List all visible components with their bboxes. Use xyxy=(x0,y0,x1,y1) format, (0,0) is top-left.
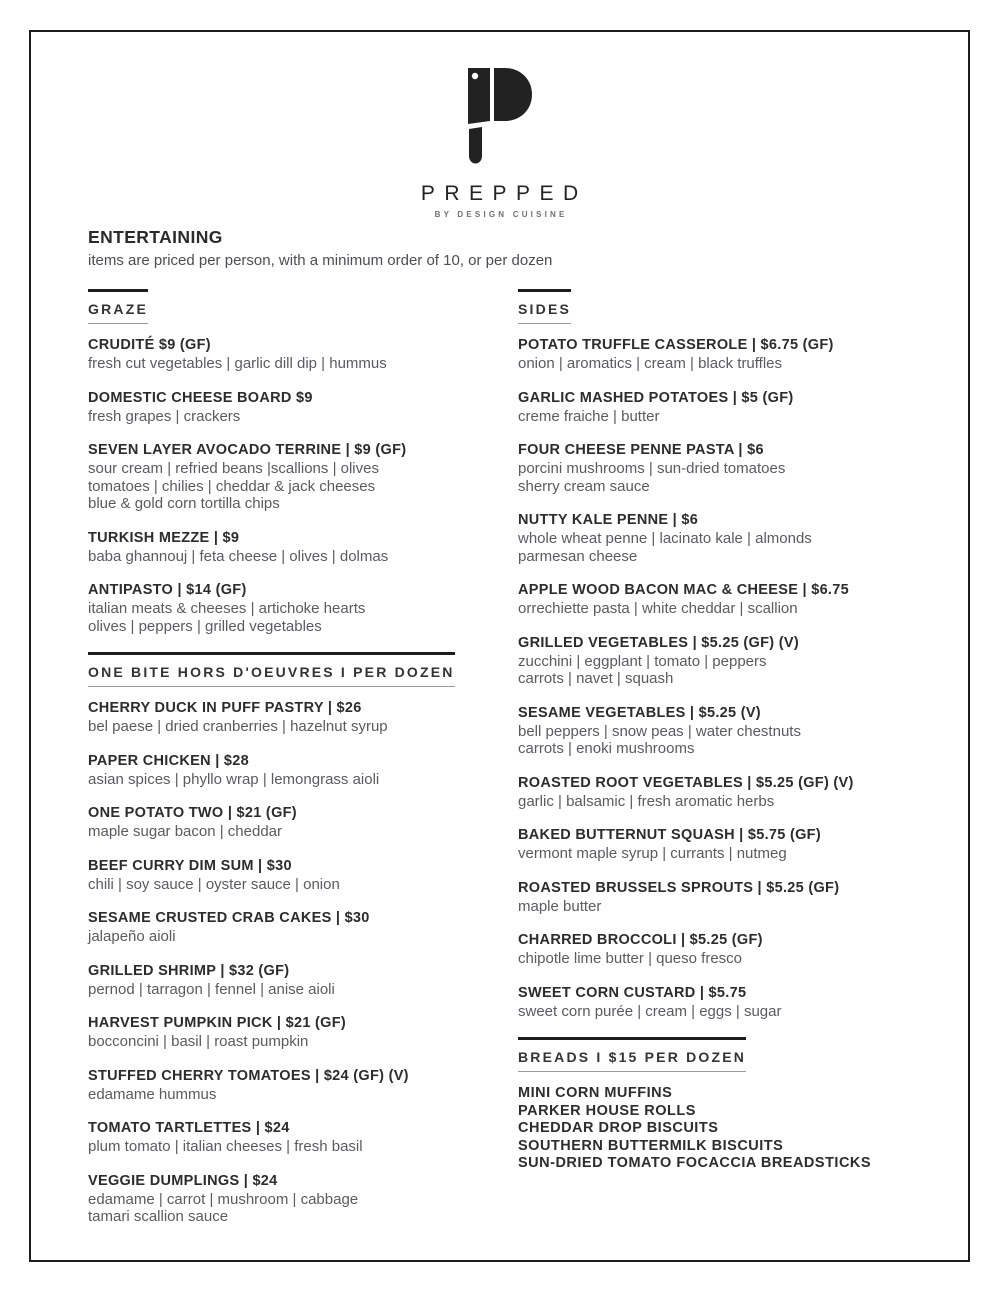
menu-item xyxy=(88,1015,462,1051)
section-header-graze xyxy=(88,289,148,324)
item-title: BEEF CURRY DIM SUM | $30 xyxy=(88,857,292,874)
item-title: MINI CORN MUFFINS xyxy=(518,1085,673,1101)
menu-item xyxy=(518,985,950,1021)
section-breads xyxy=(518,1037,950,1173)
menu-item xyxy=(88,753,462,789)
item-title: GRILLED SHRIMP | $32 (GF) xyxy=(88,962,290,979)
item-title: HARVEST PUMPKIN PICK | $21 (GF) xyxy=(88,1015,347,1031)
menu-item xyxy=(88,805,462,841)
item-description-line: bocconcini | basil | roast pumpkin xyxy=(88,1033,309,1050)
item-title: ROASTED BRUSSELS SPROUTS | $5.25 (GF) xyxy=(518,879,840,896)
menu-item xyxy=(88,582,462,635)
item-title: STUFFED CHERRY TOMATOES | $24 (GF) (V) xyxy=(88,1067,409,1084)
menu-item xyxy=(518,827,950,863)
item-description-line: edamame hummus xyxy=(88,1085,217,1103)
section-heading: GRAZE xyxy=(88,301,148,317)
item-title: PAPER CHICKEN | $28 xyxy=(88,752,249,769)
menu-item xyxy=(518,442,950,495)
section-rule-bottom xyxy=(518,1071,746,1072)
menu-item xyxy=(518,582,950,618)
section-rule-top xyxy=(88,289,148,292)
menu-item xyxy=(88,700,462,736)
menu-item xyxy=(518,1155,950,1173)
menu-page-frame xyxy=(29,30,970,1262)
item-title: SUN-DRIED TOMATO FOCACCIA BREADSTICKS xyxy=(518,1155,872,1172)
menu-item xyxy=(88,1173,462,1226)
item-title: CHEDDAR DROP BISCUITS xyxy=(518,1120,719,1137)
item-description-line: tomatoes | chilies | cheddar & jack cheeses xyxy=(88,477,376,495)
item-title: ANTIPASTO | $14 (GF) xyxy=(88,582,247,598)
item-description-line: edamame | carrot | mushroom | cabbage xyxy=(88,1190,359,1208)
item-description-line: chili | soy sauce | oyster sauce | onion xyxy=(88,875,340,893)
item-description-line: olives | peppers | grilled vegetables xyxy=(88,617,322,635)
menu-item xyxy=(518,512,950,565)
item-description-line: bell peppers | snow peas | water chestnuts xyxy=(518,722,801,740)
menu-item xyxy=(518,880,950,916)
section-heading: ONE BITE HORS D'OEUVRES I PER DOZEN xyxy=(88,664,455,680)
item-description-line: pernod | tarragon | fennel | anise aioli xyxy=(88,980,335,998)
item-description-line: maple butter xyxy=(518,897,602,915)
section-header-breads xyxy=(518,1037,746,1072)
item-description-line: blue & gold corn tortilla chips xyxy=(88,495,280,512)
item-title: NUTTY KALE PENNE | $6 xyxy=(518,512,699,528)
item-title: SWEET CORN CUSTARD | $5.75 xyxy=(518,984,747,1001)
menu-item xyxy=(518,390,950,426)
section-rule-top xyxy=(518,1037,746,1040)
item-description-line: baba ghannouj | feta cheese | olives | dolmas xyxy=(88,547,389,565)
menu-item xyxy=(88,910,462,946)
item-description-line: carrots | enoki mushrooms xyxy=(518,740,695,757)
item-title: SESAME VEGETABLES | $5.25 (V) xyxy=(518,704,761,721)
menu-item xyxy=(518,775,950,811)
item-description-line: plum tomato | italian cheeses | fresh basil xyxy=(88,1138,363,1155)
section-rule-bottom xyxy=(88,323,148,324)
item-title: CRUDITÉ $9 (GF) xyxy=(88,337,211,353)
menu-columns xyxy=(88,289,968,1243)
item-description-line: chipotle lime butter | queso fresco xyxy=(518,950,743,967)
menu-item xyxy=(518,1138,950,1156)
section-heading: SIDES xyxy=(518,301,572,317)
item-description-line: asian spices | phyllo wrap | lemongrass aioli xyxy=(88,770,380,788)
item-description-line: carrots | navet | squash xyxy=(518,670,674,687)
item-description-line: garlic | balsamic | fresh aromatic herbs xyxy=(518,792,775,810)
item-title: SOUTHERN BUTTERMILK BISCUITS xyxy=(518,1137,784,1154)
item-description-line: orrechiette pasta | white cheddar | scallion xyxy=(518,600,798,617)
item-title: SEVEN LAYER AVOCADO TERRINE | $9 (GF) xyxy=(88,442,407,458)
menu-item xyxy=(88,1068,462,1104)
item-title: ONE POTATO TWO | $21 (GF) xyxy=(88,805,297,821)
item-title: PARKER HOUSE ROLLS xyxy=(518,1102,696,1119)
item-description-line: whole wheat penne | lacinato kale | almonds xyxy=(518,530,812,547)
item-title: TOMATO TARTLETTES | $24 xyxy=(88,1120,290,1136)
section-header-sides xyxy=(518,289,571,324)
section-sides xyxy=(518,289,950,1020)
item-description-line: bel paese | dried cranberries | hazelnut syrup xyxy=(88,718,388,735)
menu-item xyxy=(518,1120,950,1138)
item-description-line: fresh grapes | crackers xyxy=(88,407,241,425)
section-header-one-bite xyxy=(88,652,455,687)
item-description-line: fresh cut vegetables | garlic dill dip | hummus xyxy=(88,355,387,372)
menu-item xyxy=(518,932,950,968)
item-title: FOUR CHEESE PENNE PASTA | $6 xyxy=(518,442,764,458)
item-description-line: sweet corn purée | cream | eggs | sugar xyxy=(518,1002,782,1020)
item-description-line: maple sugar bacon | cheddar xyxy=(88,823,283,840)
item-title: ROASTED ROOT VEGETABLES | $5.25 (GF) (V) xyxy=(518,774,854,791)
menu-item xyxy=(88,390,462,426)
menu-item xyxy=(88,1120,462,1156)
menu-intro xyxy=(88,227,968,269)
menu-item xyxy=(88,337,462,373)
item-description-line: sour cream | refried beans |scallions | olives xyxy=(88,460,379,477)
menu-item xyxy=(518,337,950,373)
item-title: SESAME CRUSTED CRAB CAKES | $30 xyxy=(88,910,370,926)
section-rule-bottom xyxy=(518,323,571,324)
item-title: BAKED BUTTERNUT SQUASH | $5.75 (GF) xyxy=(518,827,821,843)
page-subtitle: items are priced per person, with a minimum order of 10, or per dozen xyxy=(88,252,553,269)
section-one-bite xyxy=(88,652,462,1226)
item-description-line: zucchini | eggplant | tomato | peppers xyxy=(518,652,767,670)
item-description-line: parmesan cheese xyxy=(518,547,638,565)
menu-item xyxy=(518,1103,950,1121)
section-graze xyxy=(88,289,462,635)
item-description-line: tamari scallion sauce xyxy=(88,1208,229,1225)
menu-item xyxy=(518,635,950,688)
item-description-line: onion | aromatics | cream | black truffles xyxy=(518,355,783,372)
menu-item xyxy=(518,705,950,758)
menu-item xyxy=(88,530,462,566)
item-description-line: sherry cream sauce xyxy=(518,477,650,495)
item-title: TURKISH MEZZE | $9 xyxy=(88,529,240,546)
menu-item xyxy=(88,963,462,999)
menu-item xyxy=(88,442,462,513)
menu-item xyxy=(518,1085,950,1103)
section-rule-top xyxy=(518,289,571,292)
item-description-line: porcini mushrooms | sun-dried tomatoes xyxy=(518,460,786,477)
item-title: DOMESTIC CHEESE BOARD $9 xyxy=(88,389,313,406)
item-title: GRILLED VEGETABLES | $5.25 (GF) (V) xyxy=(518,634,799,651)
right-column xyxy=(518,289,950,1243)
cleaver-p-logo-icon xyxy=(467,68,533,169)
section-heading: BREADS I $15 PER DOZEN xyxy=(518,1049,747,1065)
item-title: CHARRED BROCCOLI | $5.25 (GF) xyxy=(518,932,763,948)
item-description-line: jalapeño aioli xyxy=(88,928,176,945)
page-title: ENTERTAINING xyxy=(88,227,223,247)
item-title: VEGGIE DUMPLINGS | $24 xyxy=(88,1172,278,1189)
menu-item xyxy=(88,858,462,894)
section-rule-top xyxy=(88,652,455,655)
item-description-line: creme fraiche | butter xyxy=(518,407,660,425)
item-description-line: italian meats & cheeses | artichoke hearts xyxy=(88,600,366,617)
section-rule-bottom xyxy=(88,686,455,687)
brand-tagline: BY DESIGN CUISINE xyxy=(434,210,568,219)
item-title: APPLE WOOD BACON MAC & CHEESE | $6.75 xyxy=(518,582,849,598)
left-column xyxy=(88,289,462,1243)
item-title: CHERRY DUCK IN PUFF PASTRY | $26 xyxy=(88,700,362,716)
item-description-line: vermont maple syrup | currants | nutmeg xyxy=(518,845,787,862)
brand-block xyxy=(31,68,968,219)
item-title: GARLIC MASHED POTATOES | $5 (GF) xyxy=(518,389,794,406)
brand-wordmark: PREPPED xyxy=(420,182,588,205)
item-title: POTATO TRUFFLE CASSEROLE | $6.75 (GF) xyxy=(518,337,834,353)
